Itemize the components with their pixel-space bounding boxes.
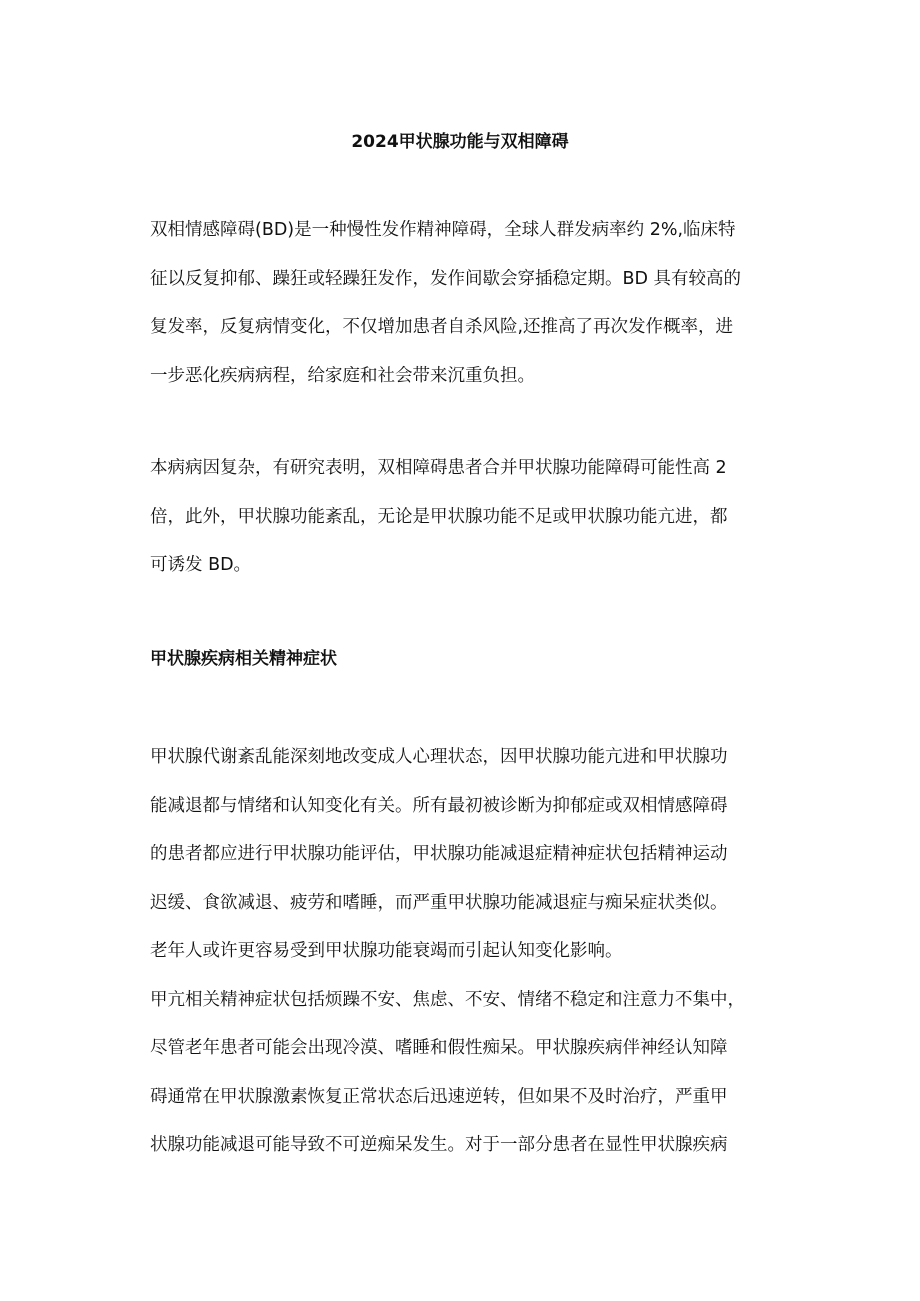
paragraph-line: 复发率，反复病情变化，不仅增加患者自杀风险,还推高了再次发作概率，进 <box>150 317 734 337</box>
paragraph-line: 倍，此外，甲状腺功能紊乱，无论是甲状腺功能不足或甲状腺功能亢进，都 <box>150 506 728 527</box>
paragraph-line: 的患者都应进行甲状腺功能评估，甲状腺功能减退症精神症状包括精神运动 <box>150 844 728 864</box>
paragraph-line: 甲状腺代谢紊乱能深刻地改变成人心理状态，因甲状腺功能亢进和甲状腺功 <box>150 747 728 767</box>
section-body <box>150 733 780 1170</box>
paragraph-line: 尽管老年患者可能会出现冷漠、嗜睡和假性痴呆。甲状腺疾病伴神经认知障 <box>150 1038 728 1058</box>
document-title: 2024甲状腺功能与双相障碍 <box>351 132 569 152</box>
section-heading: 甲状腺疾病相关精神症状 <box>150 649 337 669</box>
paragraph-intro <box>150 206 780 400</box>
paragraph-etiology <box>150 444 780 590</box>
paragraph-line: 迟缓、食欲减退、疲劳和嗜睡，而严重甲状腺功能减退症与痴呆症状类似。 <box>150 892 728 913</box>
paragraph-line: 可诱发 BD。 <box>150 555 252 575</box>
paragraph-line: 一步恶化疾病病程，给家庭和社会带来沉重负担。 <box>150 365 535 386</box>
paragraph-line: 双相情感障碍(BD)是一种慢性发作精神障碍，全球人群发病率约 2%,临床特 <box>150 220 736 240</box>
paragraph-line: 本病病因复杂，有研究表明，双相障碍患者合并甲状腺功能障碍可能性高 2 <box>150 458 727 478</box>
paragraph-line: 征以反复抑郁、躁狂或轻躁狂发作，发作间歇会穿插稳定期。BD 具有较高的 <box>150 268 742 289</box>
paragraph-line: 能减退都与情绪和认知变化有关。所有最初被诊断为抑郁症或双相情感障碍 <box>150 795 728 816</box>
paragraph-line: 老年人或许更容易受到甲状腺功能衰竭而引起认知变化影响。 <box>150 941 623 961</box>
paragraph-line: 碍通常在甲状腺激素恢复正常状态后迅速逆转，但如果不及时治疗，严重甲 <box>150 1086 728 1107</box>
paragraph-line: 甲亢相关精神症状包括烦躁不安、焦虑、不安、情绪不稳定和注意力不集中， <box>150 989 745 1010</box>
paragraph-line: 状腺功能减退可能导致不可逆痴呆发生。对于一部分患者在显性甲状腺疾病 <box>150 1135 728 1155</box>
